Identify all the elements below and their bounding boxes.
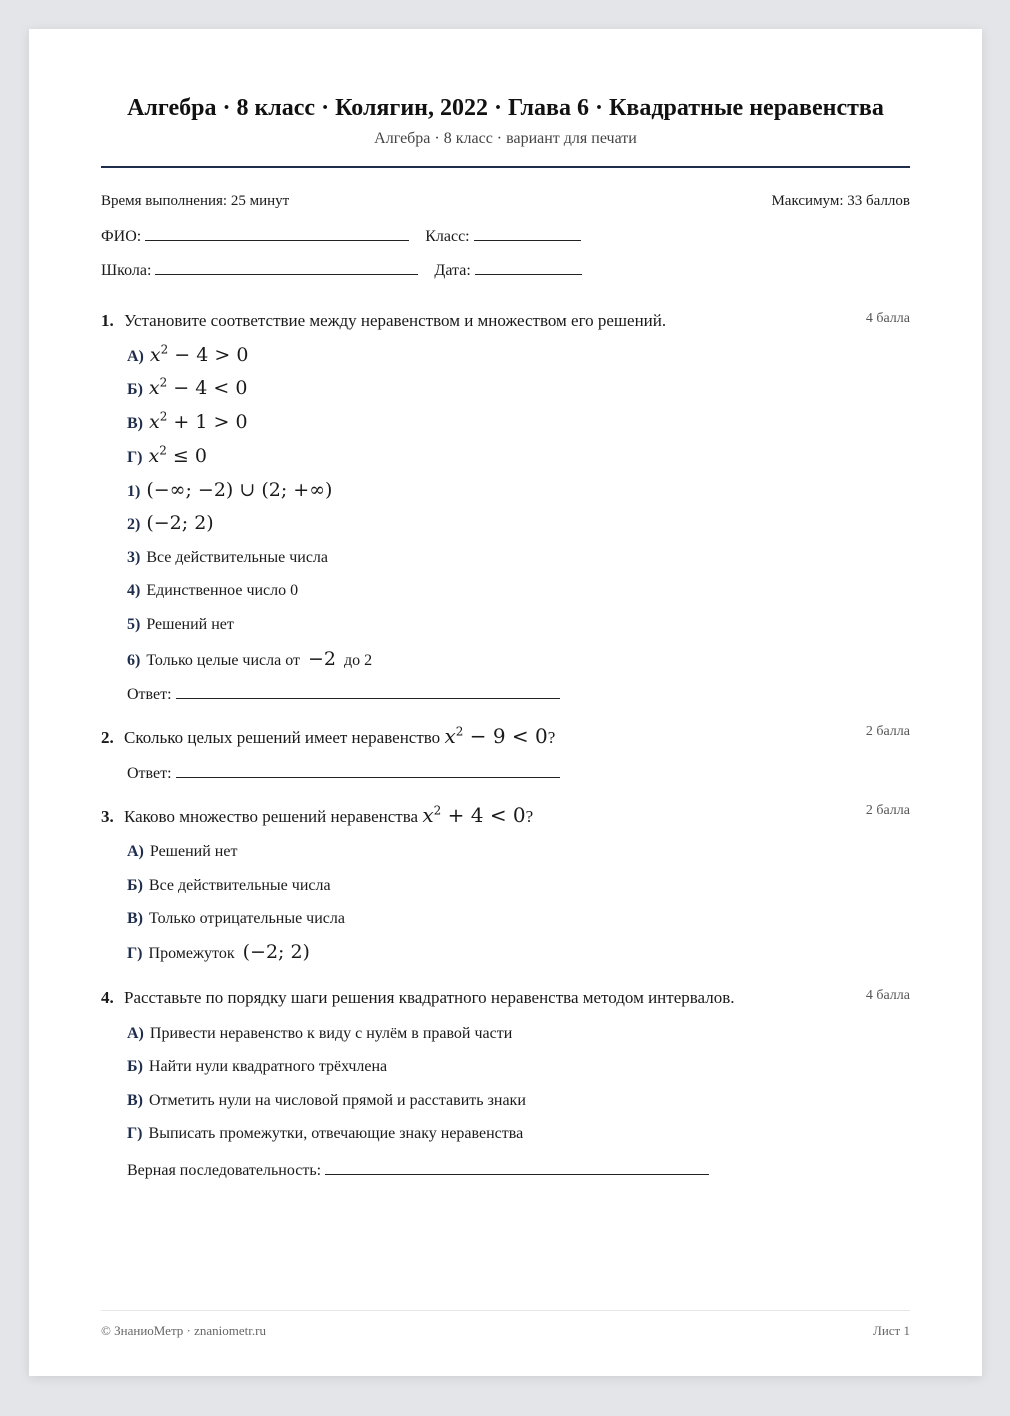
question-1-header: [101, 311, 910, 331]
question-number: 4.: [101, 988, 114, 1007]
date-field[interactable]: [475, 260, 582, 275]
worksheet-page: [29, 29, 982, 1376]
option-formula: $x^2 - 4 > 0$: [149, 343, 249, 367]
q1-option-a[interactable]: [127, 343, 248, 366]
question-number: 3.: [101, 807, 114, 826]
q1-option-1[interactable]: [127, 479, 332, 501]
option-text: Только целые числа от: [146, 652, 301, 669]
meta-school-row: [101, 260, 910, 280]
footer-divider: [101, 1310, 910, 1311]
q3-option-v[interactable]: [127, 910, 345, 928]
option-label: Б): [127, 877, 143, 894]
question-number: 2.: [101, 728, 114, 747]
question-text: Расставьте по порядку шаги решения квадратного неравенства методом интервалов.: [124, 988, 735, 1007]
option-label: Г): [127, 449, 143, 467]
option-formula: $x^2 - 4 < 0$: [148, 376, 248, 400]
q1-option-4[interactable]: [127, 582, 298, 600]
option-label: А): [127, 843, 144, 860]
q2-answer-field[interactable]: [176, 763, 560, 778]
q2-answer-row: [127, 763, 560, 783]
option-formula: (−2; 2): [146, 512, 214, 534]
question-text: Установите соответствие между неравенством и множеством его решений.: [124, 311, 667, 330]
q1-option-v[interactable]: [127, 410, 248, 433]
max-score-label: Максимум: 33 баллов: [771, 193, 910, 209]
option-label: 2): [127, 516, 141, 533]
option-formula: $x^2 \le 0$: [148, 444, 207, 468]
question-text-end: ?: [525, 807, 534, 826]
q4-option-a[interactable]: [127, 1025, 512, 1043]
question-2-header: [101, 724, 910, 748]
option-text: Все действительные числа: [146, 549, 328, 566]
question-4-header: [101, 988, 910, 1008]
option-label: Б): [127, 1058, 143, 1075]
question-text-end: ?: [547, 728, 556, 747]
question-3: [101, 803, 910, 827]
question-points: 2 балла: [865, 724, 910, 739]
school-label: Школа:: [101, 262, 152, 279]
option-label: В): [127, 415, 143, 433]
answer-label: Ответ:: [127, 765, 172, 782]
option-text: Отметить нули на числовой прямой и расставить знаки: [149, 1092, 526, 1109]
option-label: Б): [127, 381, 143, 399]
fio-field[interactable]: [145, 226, 409, 241]
q1-option-6[interactable]: [127, 648, 372, 670]
option-label: 1): [127, 483, 141, 500]
q3-option-a[interactable]: [127, 843, 237, 861]
q4-option-b[interactable]: [127, 1058, 387, 1076]
option-label: А): [127, 1025, 144, 1042]
question-number: 1.: [101, 311, 114, 330]
option-formula: −2: [308, 648, 337, 670]
date-label: Дата:: [434, 262, 471, 279]
option-text: до 2: [344, 652, 373, 669]
question-1: [101, 311, 910, 331]
option-label: В): [127, 910, 143, 927]
option-label: 4): [127, 582, 141, 599]
question-points: 4 балла: [865, 988, 910, 1003]
page-title: Алгебра · 8 класс · Колягин, 2022 · Глава 6 · Квадратные неравенства: [127, 95, 884, 121]
footer-page-number: Лист 1: [873, 1323, 910, 1338]
q4-option-v[interactable]: [127, 1092, 526, 1110]
option-text: Промежуток: [148, 945, 235, 962]
option-text: Решений нет: [146, 616, 234, 633]
page-subtitle: Алгебра · 8 класс · вариант для печати: [374, 130, 637, 147]
option-label: 3): [127, 549, 141, 566]
q3-option-b[interactable]: [127, 877, 331, 895]
option-label: А): [127, 348, 144, 366]
q1-option-5[interactable]: [127, 616, 234, 634]
option-formula: (−2; 2): [242, 941, 310, 963]
page-footer: [101, 1323, 910, 1339]
option-text: Выписать промежутки, отвечающие знаку неравенства: [148, 1125, 524, 1142]
q1-answer-row: [127, 684, 560, 704]
option-text: Все действительные числа: [148, 877, 331, 894]
answer-label: Верная последовательность:: [127, 1162, 322, 1179]
q4-answer-field[interactable]: [325, 1160, 709, 1175]
answer-label: Ответ:: [127, 686, 172, 703]
question-points: 4 балла: [865, 311, 910, 326]
question-3-header: [101, 803, 910, 827]
option-text: Только отрицательные числа: [149, 910, 345, 927]
option-text: Решений нет: [149, 843, 238, 860]
option-text: Привести неравенство к виду с нулём в правой части: [149, 1025, 513, 1042]
question-text: Сколько целых решений имеет неравенство: [124, 728, 441, 747]
school-field[interactable]: [155, 260, 418, 275]
q3-option-g[interactable]: [127, 941, 310, 963]
question-text: Каково множество решений неравенства: [124, 807, 419, 826]
meta-fio-row: [101, 226, 910, 246]
question-formula: $x^2 - 9 < 0$: [444, 724, 548, 748]
fio-label: ФИО:: [101, 228, 142, 245]
header-divider: [101, 166, 910, 168]
option-label: Г): [127, 945, 143, 962]
question-4: [101, 988, 910, 1008]
option-label: 6): [127, 652, 141, 669]
q1-option-g[interactable]: [127, 444, 207, 467]
q1-option-b[interactable]: [127, 376, 247, 399]
class-label: Класс:: [425, 228, 470, 245]
option-text: Найти нули квадратного трёхчлена: [148, 1058, 388, 1075]
q1-option-3[interactable]: [127, 549, 328, 567]
footer-copyright: © ЗнаниоМетр · znaniometr.ru: [101, 1323, 266, 1338]
option-text: Единственное число 0: [146, 582, 299, 599]
q4-option-g[interactable]: [127, 1125, 523, 1143]
question-2: [101, 724, 910, 748]
q1-option-2[interactable]: [127, 512, 214, 534]
class-field[interactable]: [474, 226, 581, 241]
time-label: Время выполнения: 25 минут: [101, 193, 290, 209]
option-formula: (−∞; −2) ∪ (2; +∞): [146, 479, 333, 501]
option-label: Г): [127, 1125, 143, 1142]
meta-time-row: [101, 193, 910, 210]
question-points: 2 балла: [865, 803, 910, 818]
q1-answer-field[interactable]: [176, 684, 560, 699]
option-label: В): [127, 1092, 143, 1109]
question-formula: $x^2 + 4 < 0$: [422, 803, 526, 827]
q4-answer-row: [127, 1160, 709, 1180]
option-formula: $x^2 + 1 > 0$: [149, 410, 248, 434]
option-label: 5): [127, 616, 141, 633]
